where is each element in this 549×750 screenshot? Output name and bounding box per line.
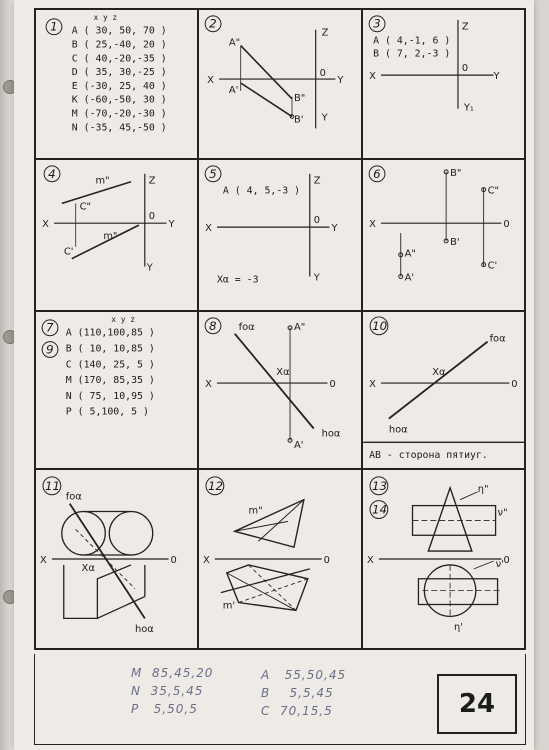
x-alpha-note: Xα = -3 xyxy=(217,274,259,286)
axis-label-x: X xyxy=(205,223,213,235)
exercise-number: 10 xyxy=(371,318,387,333)
axis-label-x: X xyxy=(368,219,376,231)
point-label: B" xyxy=(449,167,462,179)
origin-label: 0 xyxy=(319,68,327,80)
point-label: C' xyxy=(487,260,497,272)
origin-label: 0 xyxy=(503,219,510,231)
axis-label-x: X xyxy=(203,554,211,566)
axis-label-y-lower: Y xyxy=(146,262,153,274)
exercise-number: 6 xyxy=(372,166,381,181)
exercise-number: 13 xyxy=(371,478,387,493)
exercise-cell-8 xyxy=(198,311,361,469)
point-label: A" xyxy=(294,321,306,333)
line-m-top xyxy=(221,569,310,593)
exercise-number: 9 xyxy=(46,342,54,357)
x-alpha-label: Xα xyxy=(81,562,95,574)
point-label: A" xyxy=(404,248,416,260)
exercise-8-figure xyxy=(199,312,360,468)
exercise-cell-3 xyxy=(362,9,525,159)
point-row: N ( 75, 10,95 ) xyxy=(65,390,155,402)
point-row: M (-70,-20,-30 ) xyxy=(71,108,167,120)
variant-number-box: 24 xyxy=(437,674,517,734)
point-label: A' xyxy=(404,272,414,284)
pyramid-front xyxy=(235,500,304,547)
point-label: A" xyxy=(229,37,241,49)
point-row: A ( 30, 50, 70 ) xyxy=(71,25,167,37)
xyz-header: x y z xyxy=(93,12,118,22)
origin-label: 0 xyxy=(323,554,331,566)
origin-label: 0 xyxy=(503,554,510,566)
handwritten-entry: M 85,45,20 xyxy=(131,666,214,680)
point-row: E (-30, 25, 40 ) xyxy=(71,80,167,92)
exercise-cell-4 xyxy=(35,159,198,311)
point-label: B' xyxy=(294,114,304,126)
point-label: C' xyxy=(63,246,74,258)
axis-label-y-lower: Y xyxy=(321,112,328,124)
leader-line xyxy=(460,492,478,500)
exercise-1-figure xyxy=(36,10,197,158)
point-row: N (-35, 45,-50 ) xyxy=(71,122,167,134)
exercise-7-9-figure xyxy=(36,312,197,468)
line-label: m" xyxy=(103,230,118,242)
exercise-number: 3 xyxy=(372,16,381,31)
origin-label: 0 xyxy=(170,554,177,566)
trace-line xyxy=(235,334,314,429)
trace-label-f: fοα xyxy=(489,333,506,345)
exercise-10-figure xyxy=(363,312,524,468)
point-label: A' xyxy=(294,440,304,452)
origin-label: 0 xyxy=(329,379,337,391)
exercise-5-figure xyxy=(199,160,360,310)
line-label: m" xyxy=(248,505,264,517)
point-row: B ( 10, 10,85 ) xyxy=(65,343,155,355)
x-alpha-label: Xα xyxy=(276,367,290,379)
handwritten-entry: A 55,50,45 xyxy=(261,668,347,682)
cylinder-top xyxy=(418,579,497,605)
x-alpha-label: Xα xyxy=(431,367,446,379)
trace-line xyxy=(389,342,488,419)
exercise-2-figure xyxy=(199,10,360,158)
pyramid-edge xyxy=(235,521,288,531)
segment-front xyxy=(241,46,292,99)
handwritten-entry: B 5,5,45 xyxy=(261,686,334,700)
exercise-cell-12 xyxy=(198,469,361,649)
xyz-header: x y z xyxy=(111,314,135,324)
trace-label-f: fοα xyxy=(65,491,82,503)
trace-label-h: hοα xyxy=(321,428,341,440)
point-row: A ( 4, 5,-3 ) xyxy=(223,185,301,197)
exercise-cell-13-14 xyxy=(362,469,525,649)
handwritten-entry: C 70,15,5 xyxy=(261,704,333,718)
exercise-cell-2 xyxy=(198,9,361,159)
trace-label-h: hοα xyxy=(388,424,408,436)
line-label: m" xyxy=(95,175,110,187)
exercise-3-figure xyxy=(363,10,524,158)
handwritten-entry: P 5,50,5 xyxy=(131,702,198,716)
hidden-line xyxy=(249,565,296,610)
axis-label-y: Y xyxy=(168,219,175,231)
handwritten-entry: N 35,5,45 xyxy=(131,684,204,698)
point-row: C (140, 25, 5 ) xyxy=(65,359,155,371)
point-label: C" xyxy=(487,185,499,197)
exercise-number: 5 xyxy=(209,166,217,181)
axis-label-z: Z xyxy=(148,175,156,187)
exercise-4-figure xyxy=(36,160,197,310)
point-row: B ( 7, 2,-3 ) xyxy=(372,48,450,60)
trace-label-h: hοα xyxy=(134,624,154,636)
point-label: η' xyxy=(453,622,463,634)
axis-label-x: X xyxy=(366,554,374,566)
axis-label-z: Z xyxy=(321,27,329,39)
point-row: A ( 4,-1, 6 ) xyxy=(372,35,450,47)
exercise-number: 7 xyxy=(46,320,54,335)
exercise-number: 14 xyxy=(371,502,387,517)
exercise-cell-7-9 xyxy=(35,311,198,469)
axis-label-x: X xyxy=(207,75,215,87)
axis-label-y-lower: Y xyxy=(314,272,321,284)
exercise-12-figure xyxy=(199,470,360,648)
origin-label: 0 xyxy=(314,215,321,227)
cylinder-back xyxy=(109,512,153,556)
exercise-cell-6 xyxy=(362,159,525,311)
point-label: ν' xyxy=(495,558,504,570)
exercise-number: 2 xyxy=(209,16,217,31)
exercise-cell-10 xyxy=(362,311,525,469)
axis-label-x: X xyxy=(368,71,376,83)
point-row: C ( 40,-20,-35 ) xyxy=(71,53,167,65)
axis-label-y: Y xyxy=(331,223,338,235)
hidden-line xyxy=(239,579,308,603)
point-row: P ( 5,100, 5 ) xyxy=(65,406,149,418)
point-row: K (-60,-50, 30 ) xyxy=(71,94,167,106)
line-label: m' xyxy=(223,600,236,612)
exercise-number: 11 xyxy=(44,478,61,493)
exercise-number: 1 xyxy=(50,19,58,34)
prism-outline xyxy=(64,562,131,618)
axis-label-y1: Y₁ xyxy=(463,102,474,114)
answer-area xyxy=(34,654,526,745)
axis-label-y: Y xyxy=(337,75,344,87)
exercise-cell-11 xyxy=(35,469,198,649)
point-label: η" xyxy=(477,483,489,495)
exercise-number: 4 xyxy=(48,166,56,181)
axis-label-z: Z xyxy=(314,175,321,187)
exercise-6-figure xyxy=(363,160,524,310)
exercise-13-14-figure xyxy=(363,470,524,648)
point-label: B' xyxy=(449,236,460,248)
exercise-11-figure xyxy=(36,470,197,648)
point-label: ν" xyxy=(497,507,508,519)
exercise-number: 12 xyxy=(208,478,224,493)
task-note: AB - сторона пятиуг. xyxy=(368,450,488,462)
segment-top xyxy=(241,83,292,117)
leader-line xyxy=(473,561,493,569)
point-label: A' xyxy=(229,84,239,96)
axis-label-z: Z xyxy=(461,21,469,33)
exercise-cell-5 xyxy=(198,159,361,311)
point-row: D ( 35, 30,-25 ) xyxy=(71,67,167,79)
exercise-cell-1 xyxy=(35,9,198,159)
point-row: M (170, 85,35 ) xyxy=(65,375,155,387)
exercise-number: 8 xyxy=(209,318,217,333)
point-label: B" xyxy=(294,92,306,104)
axis-label-x: X xyxy=(205,379,213,391)
origin-label: 0 xyxy=(148,211,156,223)
pyramid-edge xyxy=(227,573,296,611)
origin-label: 0 xyxy=(510,379,518,391)
trace-label-f: fοα xyxy=(239,321,256,333)
point-row: B ( 25,-40, 20 ) xyxy=(71,39,167,51)
exercise-grid xyxy=(34,8,526,650)
axis-label-x: X xyxy=(368,379,376,391)
origin-label: 0 xyxy=(461,63,468,75)
axis-label-x: X xyxy=(40,554,47,566)
axis-label-y: Y xyxy=(493,71,500,83)
axis-label-x: X xyxy=(42,219,49,231)
point-row: A (110,100,85 ) xyxy=(65,327,155,339)
point-label: C" xyxy=(79,201,92,213)
